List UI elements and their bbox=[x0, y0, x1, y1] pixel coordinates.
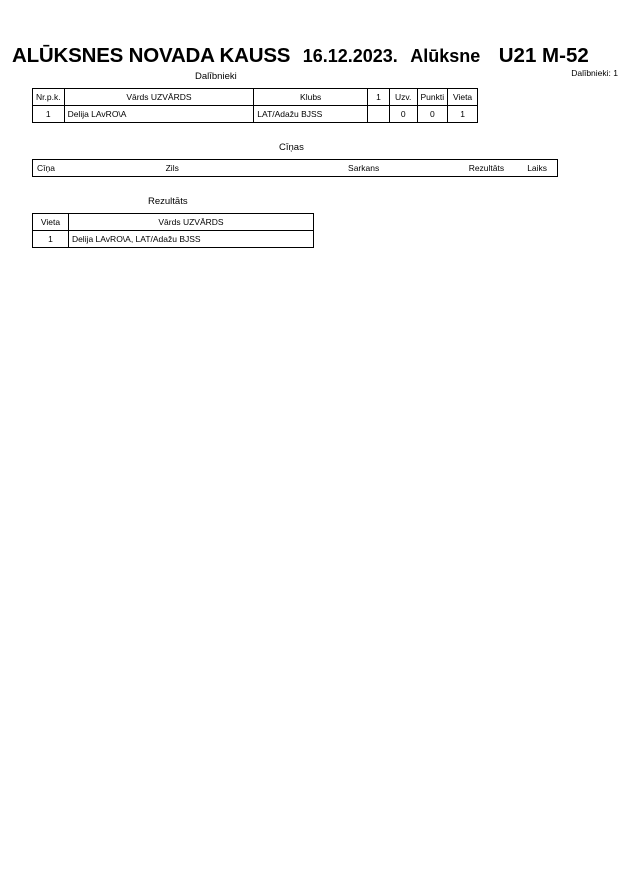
header-points: Punkti bbox=[417, 89, 448, 106]
header-name: Vārds UZVĀRDS bbox=[64, 89, 254, 106]
fights-table bbox=[32, 159, 558, 177]
event-city: Alūksne bbox=[410, 46, 481, 66]
participants-caption: Dalībnieki bbox=[195, 71, 237, 82]
cell-blank bbox=[368, 106, 390, 123]
results-table bbox=[32, 213, 314, 248]
table-row bbox=[33, 106, 478, 123]
cell-place: 1 bbox=[448, 106, 478, 123]
cell-wins: 0 bbox=[389, 106, 417, 123]
table-header-row bbox=[33, 89, 478, 106]
header-wins: Uzv. bbox=[389, 89, 417, 106]
header-result: Rezultāts bbox=[468, 163, 505, 173]
cell-club: LAT/Adažu BJSS bbox=[254, 106, 368, 123]
header-blank: 1 bbox=[368, 89, 390, 106]
header-club: Klubs bbox=[254, 89, 368, 106]
cell-place: 1 bbox=[33, 231, 69, 248]
table-row bbox=[33, 231, 314, 248]
cell-points: 0 bbox=[417, 106, 448, 123]
event-name: ALŪKSNES NOVADA KAUSS bbox=[12, 44, 291, 67]
header-nr: Nr.p.k. bbox=[33, 89, 65, 106]
table-header-row bbox=[33, 214, 314, 231]
header-fight: Cīņa bbox=[37, 163, 55, 173]
participants-count: Dalībnieki: 1 bbox=[571, 68, 618, 78]
fights-caption: Cīņas bbox=[279, 142, 304, 153]
header-time: Laiks bbox=[527, 163, 548, 173]
table-header-row bbox=[33, 160, 557, 176]
cell-nr: 1 bbox=[33, 106, 65, 123]
header-blue: Zils bbox=[165, 163, 179, 173]
cell-name: Delija LAvRO\A, LAT/Adažu BJSS bbox=[68, 231, 313, 248]
header-red: Sarkans bbox=[348, 163, 380, 173]
cell-name: Delija LAvRO\A bbox=[64, 106, 254, 123]
event-date: 16.12.2023. bbox=[302, 46, 398, 66]
participants-table bbox=[32, 88, 478, 123]
header-place: Vieta bbox=[33, 214, 69, 231]
header-name: Vārds UZVĀRDS bbox=[68, 214, 313, 231]
event-category: U21 M-52 bbox=[498, 44, 589, 67]
page-title bbox=[12, 44, 618, 68]
header-place: Vieta bbox=[448, 89, 478, 106]
results-caption: Rezultāts bbox=[148, 196, 188, 207]
